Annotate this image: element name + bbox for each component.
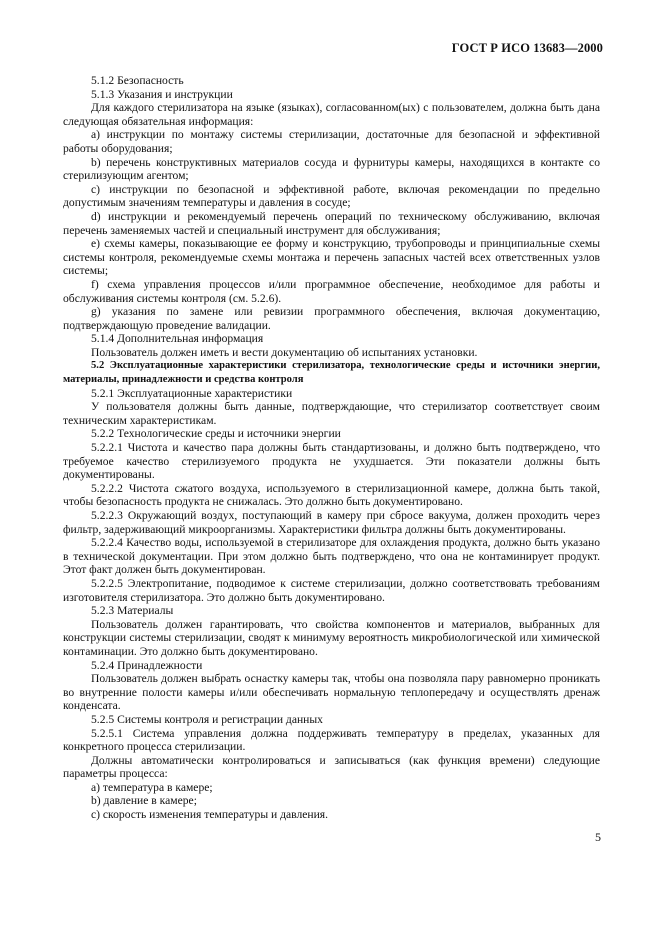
list-item: b) перечень конструктивных материалов сосуда и фурнитуры камеры, находящихся в контакте со стерилизующим агентом;: [63, 155, 600, 183]
paragraph: Пользователь должен гарантировать, что свойства компонентов и материалов, выбранных для конструкции системы стерилизации, сводят к минимуму вероятность микробиологической или химической контаминации. Это должно быть документировано.: [63, 617, 600, 658]
paragraph: 5.2.2.1 Чистота и качество пара должны быть стандартизованы, и должно быть подтверждено, что требуемое качество стерилизуемого продукта не ухудшается. Эти показатели должны быть документированы.: [63, 441, 600, 482]
list-item: a) инструкции по монтажу системы стерилизации, достаточные для безопасной и эффективной работы оборудования;: [63, 128, 600, 155]
list-item: g) указания по замене или ревизии программного обеспечения, включая документацию, подтверждающую проведение валидации.: [63, 305, 600, 332]
document-body: [63, 74, 600, 822]
list-item: c) скорость изменения температуры и давления.: [91, 808, 329, 822]
document-header: ГОСТ Р ИСО 13683—2000: [451, 41, 603, 55]
list-item: d) инструкции и рекомендуемый перечень операций по техническому обслуживанию, включая перечень заменяемых частей и специальный инструмент для обслуживания;: [63, 209, 600, 237]
paragraph: 5.2.2.4 Качество воды, используемой в стерилизаторе для охлаждения продукта, должно быть указано в технической документации. При этом должно быть подтверждено, что она не контаминирует продукт. Этот факт должен быть документирован.: [63, 536, 600, 577]
paragraph: Должны автоматически контролироваться и записываться (как функция времени) следующие параметры процесса:: [63, 753, 600, 781]
section-heading: 5.1.3 Указания и инструкции: [91, 87, 233, 101]
page-number: 5: [595, 830, 601, 844]
section-heading: 5.2.2 Технологические среды и источники энергии: [91, 427, 341, 441]
paragraph: Пользователь должен выбрать оснастку камеры так, чтобы она позволяла пару равномерно проникать во внутренние полости камеры и/или обеспечивать нормальную теплопередачу и осуществлять дренаж конденсата.: [63, 672, 600, 713]
paragraph: 5.2.2.5 Электропитание, подводимое к системе стерилизации, должно соответствовать требованиям изготовителя стерилизатора. Это должно быть документировано.: [63, 576, 600, 604]
list-item: f) схема управления процессов и/или программное обеспечение, необходимое для работы и обслуживания системы контроля (см. 5.2.6).: [63, 277, 600, 305]
section-heading-bold: 5.2 Эксплуатационные характеристики стерилизатора, технологические среды и источники энергии, материалы, принадлежности и средства контроля: [63, 360, 600, 386]
section-heading: 5.2.3 Материалы: [91, 604, 174, 618]
list-item: c) инструкции по безопасной и эффективной работе, включая рекомендации по предельно допустимым значениям температуры и давления в сосуде;: [63, 182, 600, 210]
paragraph: 5.2.2.3 Окружающий воздух, поступающий в камеру при сбросе вакуума, должен проходить через фильтр, задерживающий микроорганизмы. Характеристики фильтра должны быть документированы.: [63, 509, 600, 536]
paragraph: Пользователь должен иметь и вести документацию об испытаниях установки.: [91, 345, 478, 359]
paragraph: Для каждого стерилизатора на языке (языках), согласованном(ых) с пользователем, должна быть дана следующая обязательная информация:: [63, 101, 600, 128]
list-item: e) схемы камеры, показывающие ее форму и конструкцию, трубопроводы и принципиальные схемы системы контроля, рекомендуемые схемы монтажа и перечень запасных частей всех ответственных узлов системы;: [63, 237, 600, 278]
paragraph: 5.2.2.2 Чистота сжатого воздуха, используемого в стерилизационной камере, должна быть такой, чтобы безопасность продукта не снижалась. Это должно быть документировано.: [63, 481, 600, 509]
section-heading: 5.2.5 Системы контроля и регистрации данных: [91, 712, 323, 726]
paragraph: У пользователя должны быть данные, подтверждающие, что стерилизатор соответствует своим техническим характеристикам.: [63, 400, 600, 427]
section-heading: 5.1.2 Безопасность: [91, 74, 184, 87]
section-heading: 5.2.1 Эксплуатационные характеристики: [91, 386, 293, 400]
section-heading: 5.1.4 Дополнительная информация: [91, 332, 264, 346]
paragraph: 5.2.5.1 Система управления должна поддерживать температуру в пределах, указанных для конкретного процесса стерилизации.: [63, 726, 600, 754]
list-item: b) давление в камере;: [91, 794, 197, 808]
list-item: a) температура в камере;: [91, 780, 213, 794]
section-heading: 5.2.4 Принадлежности: [91, 658, 203, 672]
